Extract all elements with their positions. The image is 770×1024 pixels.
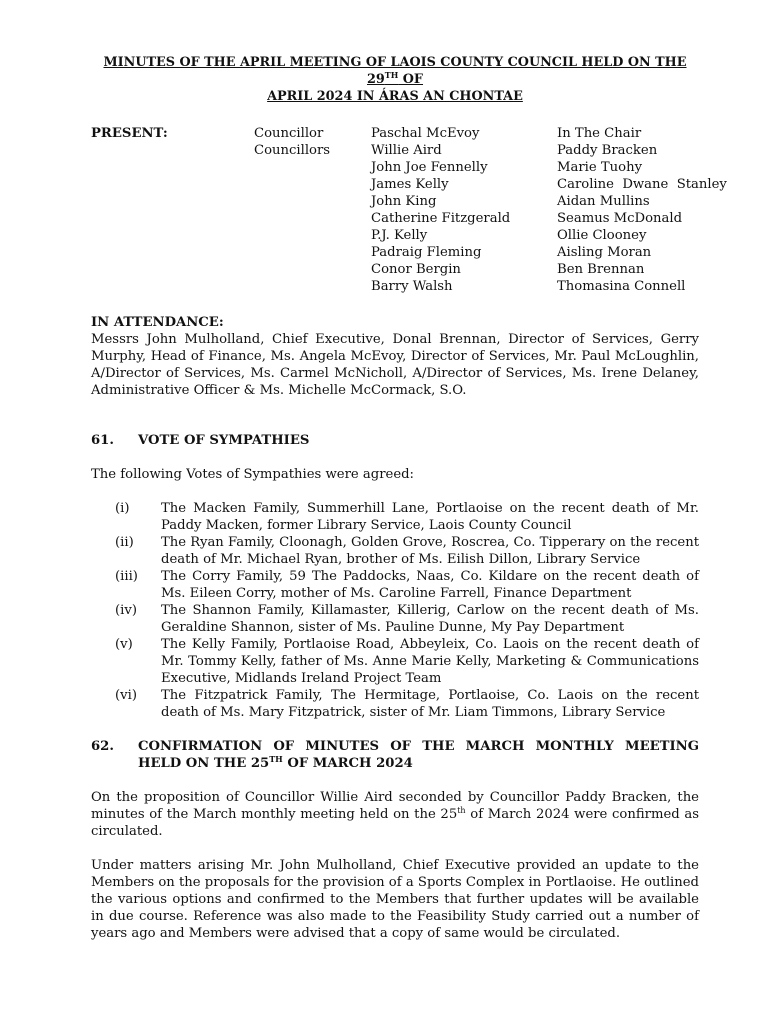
councillor-name: James Kelly [371,177,449,192]
title-line1-end: OF [398,72,424,87]
councillor-name: Caroline Dwane Stanley [557,177,727,192]
section-title [138,738,699,772]
title-line1-sup: TH [384,70,399,80]
item-number: (vi) [115,688,137,703]
present-column-2 [371,125,510,295]
sympathies-intro: The following Votes of Sympathies were agreed: [91,467,415,482]
item-text: The Ryan Family, Cloonagh, Golden Grove, Roscrea, Co. Tipperary on the recent death of Mr. Michael Ryan, brother of Ms. Eilish Dillon, Library Service [161,535,699,567]
proposition-text: On the proposition of Councillor Willie Aird seconded by Councillor Paddy Bracken, the minutes of the March monthly meeting held on the 25 [91,790,699,822]
list-item [91,534,699,568]
councillor-name: Aisling Moran [557,245,652,260]
section-title: VOTE OF SYMPATHIES [138,433,310,448]
attendance-text: Messrs John Mulholland, Chief Executive, Donal Brennan, Director of Services, Gerry Murphy, Head of Finance, Ms. Angela McEvoy, Director of Services, Mr. Paul McLoughlin, A/Director of Services, Ms. Carmel McNicholl, A/Director of Services, Ms. Irene Delaney, Administrative Officer & Ms. Michelle McCormack, S.O. [91,332,699,398]
section-number: 62. [91,739,114,754]
councillor-name: John Joe Fennelly [371,160,488,175]
councillor-name: Catherine Fitzgerald [371,211,511,226]
title-line1-text: MINUTES OF THE APRIL MEETING OF LAOIS COUNTY COUNCIL HELD ON THE 29 [103,55,687,87]
present-roles [254,125,330,159]
councillor-name: Barry Walsh [371,279,453,294]
proposition-end: of March 2024 were confirmed as circulated. [91,807,699,839]
councillor-name: P.J. Kelly [371,228,428,243]
councillor-name: Aidan Mullins [557,194,650,209]
item-text: The Corry Family, 59 The Paddocks, Naas, Co. Kildare on the recent death of Ms. Eileen Corry, mother of Ms. Caroline Farrell, Finance Department [161,569,699,601]
list-item [91,602,699,636]
councillor-name: John King [371,194,437,209]
councillor-name: Willie Aird [371,143,442,158]
item-number: (i) [115,501,130,516]
councillor-name: Ollie Clooney [557,228,647,243]
role-chair: Councillor [254,126,324,141]
section-62-heading [91,738,699,772]
item-text: The Kelly Family, Portlaoise Road, Abbeyleix, Co. Laois on the recent death of Mr. Tommy Kelly, father of Ms. Anne Marie Kelly, Marketing & Communications Executive, Midlands Ireland Project Team [161,637,699,686]
minutes-page [91,54,727,942]
section-title-sup: TH [269,754,283,764]
document-title [91,54,699,105]
item-text: The Shannon Family, Killamaster, Killerig, Carlow on the recent death of Ms. Geraldine Shannon, sister of Ms. Pauline Dunne, My Pay Department [161,603,699,635]
councillor-name: Seamus McDonald [557,211,683,226]
present-label: PRESENT: [91,126,168,141]
item-number: (v) [115,637,133,652]
role-members: Councillors [254,143,331,158]
section-title-end: OF MARCH 2024 [282,756,413,771]
councillor-name: Marie Tuohy [557,160,643,175]
item-text: The Macken Family, Summerhill Lane, Portlaoise on the recent death of Mr. Paddy Macken, former Library Service, Laois County Council [161,501,699,533]
chair-note: In The Chair [557,126,642,141]
item-text: The Fitzpatrick Family, The Hermitage, Portlaoise, Co. Laois on the recent death of Ms. Mary Fitzpatrick, sister of Mr. Liam Timmons, Library Service [161,688,699,720]
section-61-heading [91,432,699,449]
present-block [91,125,727,295]
councillor-name: Paddy Bracken [557,143,658,158]
councillor-name: Ben Brennan [557,262,645,277]
proposition-sup: th [457,806,466,815]
item-number: (ii) [115,535,134,550]
section-number: 61. [91,433,114,448]
councillor-name: Paschal McEvoy [371,126,480,141]
attendance-heading: IN ATTENDANCE: [91,315,224,330]
list-item [91,687,699,721]
title-line2-text: APRIL 2024 IN ÁRAS AN CHONTAE [267,89,523,104]
list-item [91,636,699,687]
proposition-paragraph [91,789,699,840]
list-item [91,568,699,602]
sympathies-list [91,500,699,721]
list-item [91,500,699,534]
section-title-text: CONFIRMATION OF MINUTES OF THE MARCH MONTHLY MEETING HELD ON THE 25 [138,739,699,771]
councillor-name: Padraig Fleming [371,245,482,260]
councillor-name: Conor Bergin [371,262,461,277]
matters-arising-paragraph: Under matters arising Mr. John Mulholland, Chief Executive provided an update to the Members on the proposals for the provision of a Sports Complex in Portlaoise. He outlined the various options and confirmed to the Members that further updates will be available in due course. Reference was also made to the Feasibility Study carried out a number of years ago and Members were advised that a copy of same would be circulated. [91,858,699,941]
present-column-3 [557,125,727,295]
councillor-name: Thomasina Connell [557,279,686,294]
item-number: (iv) [115,603,137,618]
item-number: (iii) [115,569,138,584]
